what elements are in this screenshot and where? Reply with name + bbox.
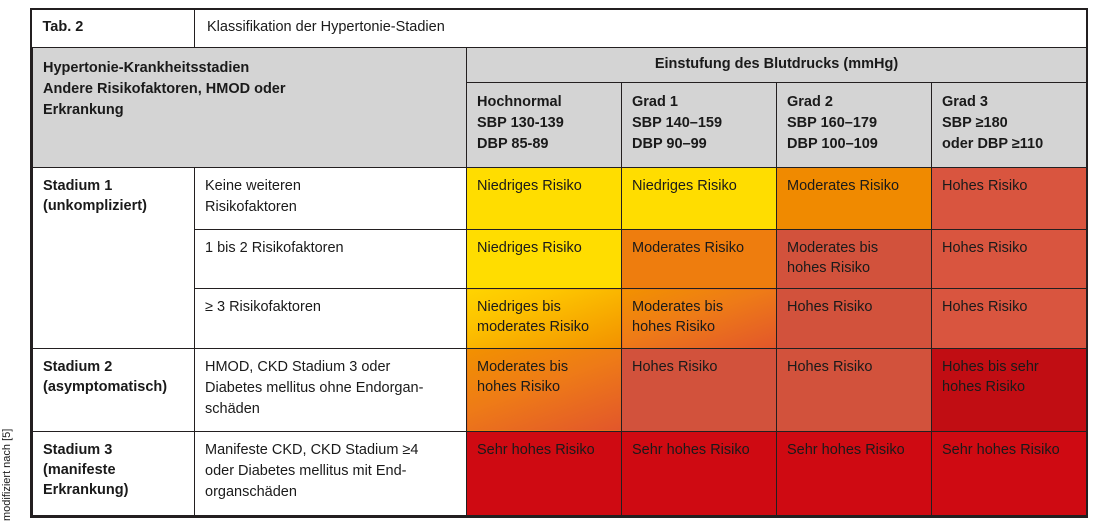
- desc-line1: ≥ 3 Risikofaktoren: [205, 299, 321, 316]
- desc-line3: organschäden: [205, 484, 297, 501]
- desc-line1: Manifeste CKD, CKD Stadium ≥4: [205, 442, 419, 459]
- risk-cell: [777, 289, 932, 349]
- header-col-grad2: [777, 83, 932, 168]
- risk-line1: Moderates Risiko: [787, 177, 900, 194]
- risk-cell: [622, 432, 777, 516]
- risk-factor-description: [195, 229, 467, 289]
- header-col-grad3: [932, 83, 1087, 168]
- stage-line2: (manifeste: [43, 462, 116, 479]
- risk-line1: Moderates bis: [477, 358, 569, 375]
- risk-cell: [467, 229, 622, 289]
- risk-cell: [777, 167, 932, 229]
- header-stage-line1: Hypertonie-Krankheitsstadien: [43, 59, 250, 76]
- risk-line1: Moderates Risiko: [632, 239, 745, 256]
- risk-line1: Moderates bis: [787, 239, 879, 256]
- header-bp-group-title: Einstufung des Blutdrucks (mmHg): [467, 47, 1087, 83]
- desc-line2: oder Diabetes mellitus mit End-: [205, 463, 407, 480]
- caption-title: Klassifikation der Hypertonie-Stadien: [195, 10, 1087, 47]
- risk-line1: Niedriges bis: [477, 299, 561, 316]
- risk-line1: Hohes Risiko: [942, 299, 1028, 316]
- header-stage-column: [33, 47, 467, 167]
- risk-cell: [467, 348, 622, 432]
- desc-line1: Keine weiteren: [205, 177, 301, 194]
- stage-cell-stadium-3: [33, 432, 195, 516]
- risk-line1: Sehr hohes Risiko: [942, 442, 1060, 459]
- caption-number: Tab. 2: [33, 10, 195, 47]
- risk-line1: Hohes bis sehr: [942, 358, 1039, 375]
- header-col-name: Grad 3: [942, 94, 988, 111]
- risk-line2: moderates Risiko: [477, 319, 590, 336]
- header-stage-line2: Andere Risikofaktoren, HMOD oder: [43, 80, 286, 97]
- risk-line1: Niedriges Risiko: [477, 239, 582, 256]
- risk-cell: [622, 348, 777, 432]
- hypertension-classification-table: [30, 8, 1088, 518]
- risk-cell: [932, 289, 1087, 349]
- table-row: [33, 432, 1087, 516]
- risk-line1: Sehr hohes Risiko: [787, 442, 905, 459]
- risk-factor-description: [195, 432, 467, 516]
- stage-line1: Stadium 2: [43, 358, 113, 375]
- risk-cell: [622, 229, 777, 289]
- risk-cell: [932, 348, 1087, 432]
- stage-line2: (unkompliziert): [43, 197, 147, 214]
- risk-line1: Niedriges Risiko: [477, 177, 582, 194]
- risk-factor-description: [195, 289, 467, 349]
- risk-cell: [932, 432, 1087, 516]
- source-note: [0, 0, 24, 527]
- risk-cell: [932, 167, 1087, 229]
- header-stage-line3: Erkrankung: [43, 101, 124, 118]
- header-row-group: [33, 47, 1087, 83]
- risk-line2: hohes Risiko: [632, 319, 716, 336]
- risk-line1: Hohes Risiko: [632, 358, 718, 375]
- stage-line1: Stadium 1: [43, 177, 113, 194]
- risk-cell: [467, 167, 622, 229]
- header-col-name: Grad 1: [632, 94, 678, 111]
- risk-cell: [777, 229, 932, 289]
- risk-line1: Hohes Risiko: [787, 299, 873, 316]
- stage-line2: (asymptomatisch): [43, 378, 168, 395]
- header-col-dbp: DBP 85-89: [477, 136, 549, 153]
- header-col-grad1: [622, 83, 777, 168]
- source-note-text: modifiziert nach [5]: [1, 428, 13, 521]
- table-row: [33, 167, 1087, 229]
- desc-line2: Risikofaktoren: [205, 198, 297, 215]
- risk-cell: [777, 348, 932, 432]
- header-col-dbp: DBP 100–109: [787, 136, 878, 153]
- risk-line2: hohes Risiko: [942, 378, 1026, 395]
- risk-factor-description: [195, 348, 467, 432]
- risk-line1: Hohes Risiko: [787, 358, 873, 375]
- risk-line1: Hohes Risiko: [942, 239, 1028, 256]
- risk-line1: Hohes Risiko: [942, 177, 1028, 194]
- risk-cell: [467, 289, 622, 349]
- stage-line3: Erkrankung): [43, 482, 129, 499]
- risk-line1: Niedriges Risiko: [632, 177, 737, 194]
- stage-line1: Stadium 3: [43, 442, 113, 459]
- header-col-sbp: SBP 160–179: [787, 115, 878, 132]
- header-col-dbp: DBP 90–99: [632, 136, 707, 153]
- header-col-name: Grad 2: [787, 94, 833, 111]
- header-col-sbp: SBP 130-139: [477, 115, 564, 132]
- header-col-dbp: oder DBP ≥110: [942, 136, 1044, 153]
- risk-cell: [622, 289, 777, 349]
- risk-cell: [622, 167, 777, 229]
- risk-cell: [777, 432, 932, 516]
- header-col-sbp: SBP ≥180: [942, 115, 1008, 132]
- desc-line2: Diabetes mellitus ohne Endorgan-: [205, 379, 424, 396]
- desc-line1: HMOD, CKD Stadium 3 oder: [205, 358, 391, 375]
- risk-line2: hohes Risiko: [787, 259, 871, 276]
- stage-cell-stadium-1: [33, 167, 195, 348]
- desc-line3: schäden: [205, 400, 260, 417]
- header-col-sbp: SBP 140–159: [632, 115, 723, 132]
- desc-line1: 1 bis 2 Risikofaktoren: [205, 239, 344, 256]
- risk-line1: Sehr hohes Risiko: [477, 442, 595, 459]
- risk-line1: Moderates bis: [632, 299, 724, 316]
- risk-factor-description: [195, 167, 467, 229]
- header-col-hochnormal: [467, 83, 622, 168]
- table-row: [33, 348, 1087, 432]
- stage-cell-stadium-2: [33, 348, 195, 432]
- table-caption-row: [33, 10, 1087, 47]
- risk-cell: [932, 229, 1087, 289]
- header-col-name: Hochnormal: [477, 94, 562, 111]
- risk-line2: hohes Risiko: [477, 378, 561, 395]
- risk-line1: Sehr hohes Risiko: [632, 442, 750, 459]
- risk-cell: [467, 432, 622, 516]
